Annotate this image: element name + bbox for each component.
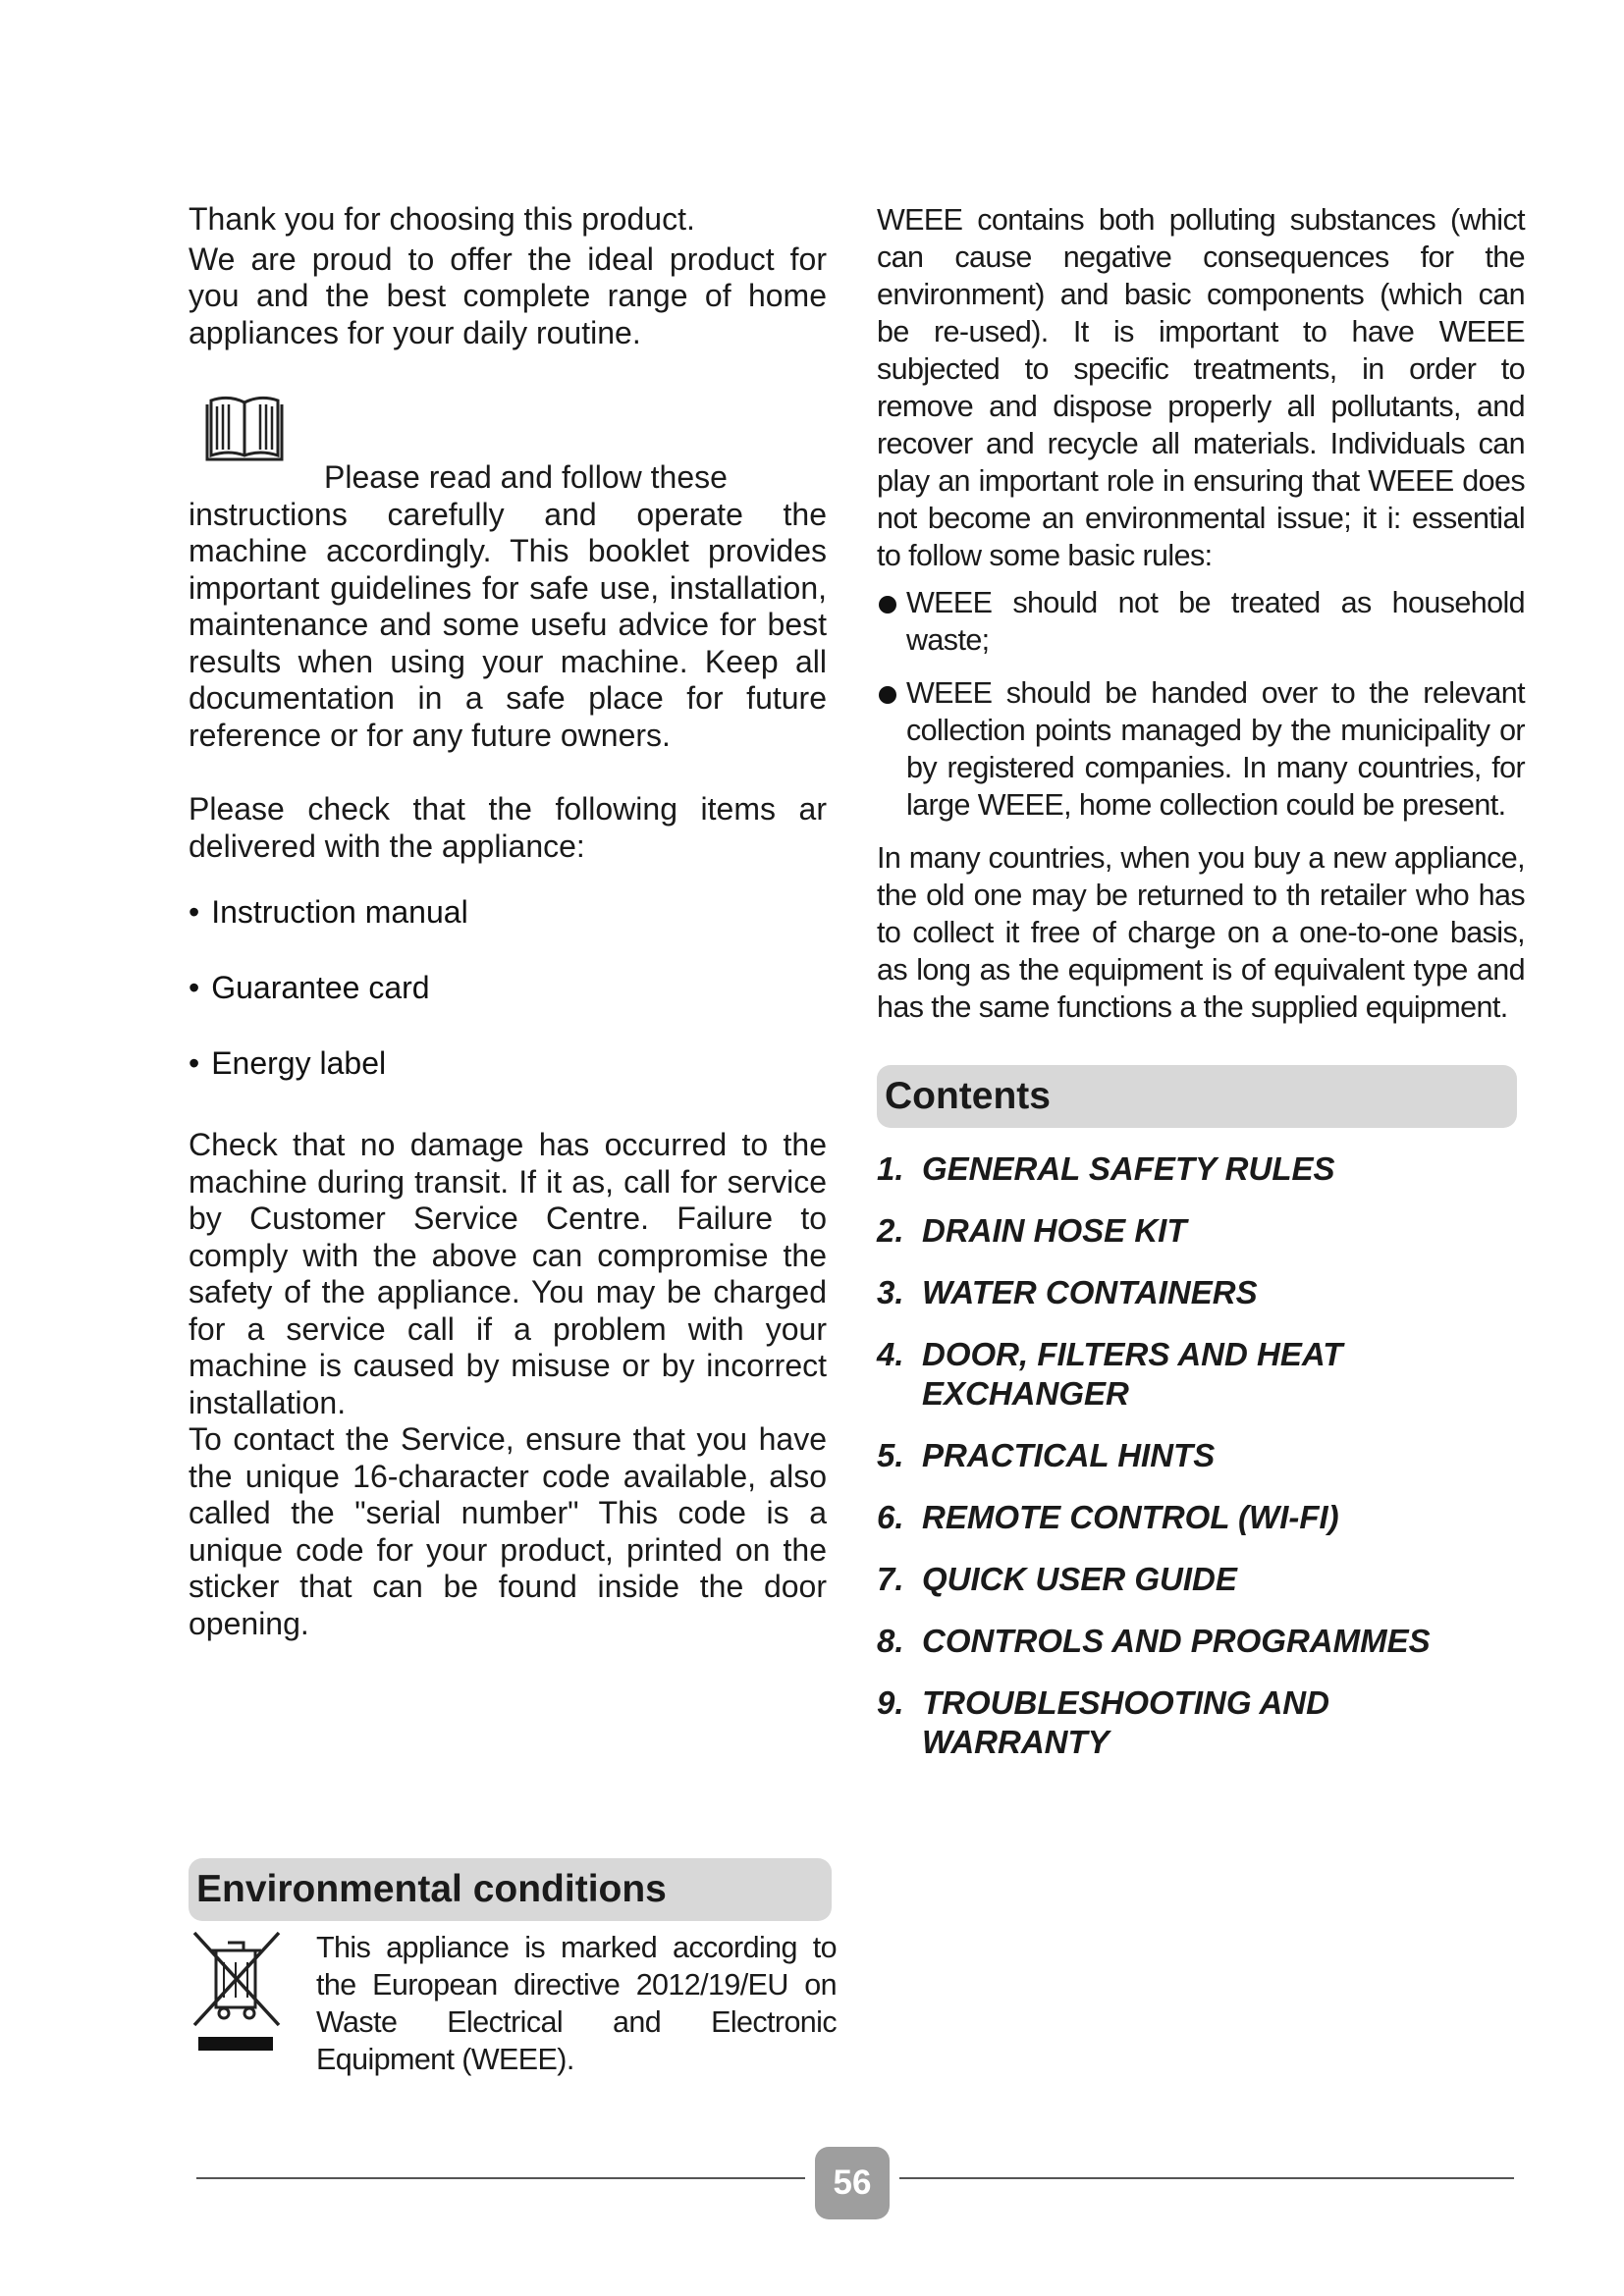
toc-label: QUICK USER GUIDE: [922, 1561, 1237, 1597]
page-number: 56: [833, 2163, 872, 2202]
delivered-items-list: [189, 894, 827, 1082]
toc-number: 2.: [877, 1212, 904, 1249]
weee-intro-text: WEEE contains both polluting substances (whict can cause negative consequences for the environment) and basic components (which can be re-used). It is important to have WEEE subjected to specific treatments, in order to remove and dispose properly all pollutants, and recover and recycle all materials. Individuals can play an important role in ensuring that WEEE does not become an environmental issue; it i: essential to follow some basic rules:: [877, 203, 1525, 572]
read-instructions-first: Please read and follow these: [324, 459, 728, 495]
toc-label: REMOTE CONTROL (WI-FI): [922, 1499, 1339, 1535]
read-instructions-text: instructions carefully and operate the machine accordingly. This booklet provides important guidelines for safe use, installation, maintenance and some usefu advice for best results when using your machine. Keep all documentation in a safe place for future reference or for any future owners.: [189, 496, 827, 753]
rule-text: WEEE should not be treated as household waste;: [906, 586, 1525, 657]
toc-item[interactable]: [877, 1560, 1525, 1599]
toc-number: 4.: [877, 1336, 904, 1372]
damage-text: Check that no damage has occurred to the machine during transit. If it as, call for service by Customer Service Centre. Failure to comply with the above can compromise the safety of the appliance. You may be charged for a service call if a problem with your machine is caused by misuse or by incorrect installation.: [189, 1127, 827, 1420]
toc-item[interactable]: [877, 1273, 1525, 1312]
footer-rule-left: [196, 2177, 805, 2179]
environmental-text: This appliance is marked according to the European directive 2012/19/EU on Waste Electrical and Electronic Equipment (WEEE).: [316, 1931, 837, 2076]
list-item: [877, 674, 1525, 824]
rule-text: WEEE should be handed over to the relevant collection points managed by the municipality or by registered companies. In many countries, for large WEEE, home collection could be present.: [906, 676, 1525, 822]
toc-item[interactable]: [877, 1335, 1525, 1414]
toc-item[interactable]: [877, 1211, 1525, 1251]
check-items-text: Please check that the following items ar delivered with the appliance:: [189, 791, 827, 864]
contents-heading-box: [877, 1065, 1517, 1128]
environmental-section: [189, 1858, 837, 2078]
toc-item[interactable]: [877, 1436, 1525, 1475]
toc-label: TROUBLESHOOTING AND WARRANTY: [922, 1684, 1329, 1760]
environmental-heading-box: [189, 1858, 832, 1921]
right-column: [877, 201, 1525, 1785]
toc-label: DOOR, FILTERS AND HEAT EXCHANGER: [922, 1336, 1343, 1412]
environmental-heading: Environmental conditions: [196, 1868, 667, 1910]
toc-item[interactable]: [877, 1622, 1525, 1661]
toc-number: 9.: [877, 1684, 904, 1721]
toc-item[interactable]: [877, 1498, 1525, 1537]
toc-label: WATER CONTAINERS: [922, 1274, 1258, 1310]
toc-label: PRACTICAL HINTS: [922, 1437, 1216, 1473]
toc-item[interactable]: [877, 1149, 1525, 1189]
toc-label: GENERAL SAFETY RULES: [922, 1150, 1335, 1187]
page-number-badge: [815, 2147, 890, 2219]
env-icon-wrap: [189, 1929, 316, 2078]
weee-rules-list: [877, 584, 1525, 824]
thanks-text: Thank you for choosing this product.: [189, 201, 695, 237]
bullet-dot-icon: [879, 686, 896, 704]
contact-text: To contact the Service, ensure that you have the unique 16-character code available, also called the "serial number" This code is a unique code for your product, printed on the sticker that can be found inside the door opening.: [189, 1421, 827, 1641]
toc-label: CONTROLS AND PROGRAMMES: [922, 1623, 1431, 1659]
toc-number: 6.: [877, 1499, 904, 1535]
list-item: • Guarantee card: [189, 970, 827, 1006]
contents-list: [877, 1149, 1525, 1762]
toc-number: 3.: [877, 1274, 904, 1310]
return-appliance-text: In many countries, when you buy a new appliance, the old one may be returned to th retailer who has to collect it free of charge on a one-to-one basis, as long as the equipment is of equivalent type and has the same functions a the supplied equipment.: [877, 841, 1525, 1024]
open-book-icon: [201, 393, 288, 467]
left-column: [189, 201, 827, 1642]
crossed-out-bin-icon: [189, 1929, 287, 2056]
list-item: • Energy label: [189, 1045, 827, 1082]
toc-number: 5.: [877, 1437, 904, 1473]
list-item: • Instruction manual: [189, 894, 827, 931]
toc-number: 7.: [877, 1561, 904, 1597]
toc-label: DRAIN HOSE KIT: [922, 1212, 1187, 1249]
toc-number: 1.: [877, 1150, 904, 1187]
list-item: [877, 584, 1525, 659]
toc-item[interactable]: [877, 1683, 1525, 1762]
contents-heading: Contents: [885, 1075, 1051, 1117]
bullet-dot-icon: [879, 596, 896, 614]
toc-number: 8.: [877, 1623, 904, 1659]
proud-text: We are proud to offer the ideal product for you and the best complete range of home appliances for your daily routine.: [189, 240, 827, 350]
footer-rule-right: [899, 2177, 1514, 2179]
